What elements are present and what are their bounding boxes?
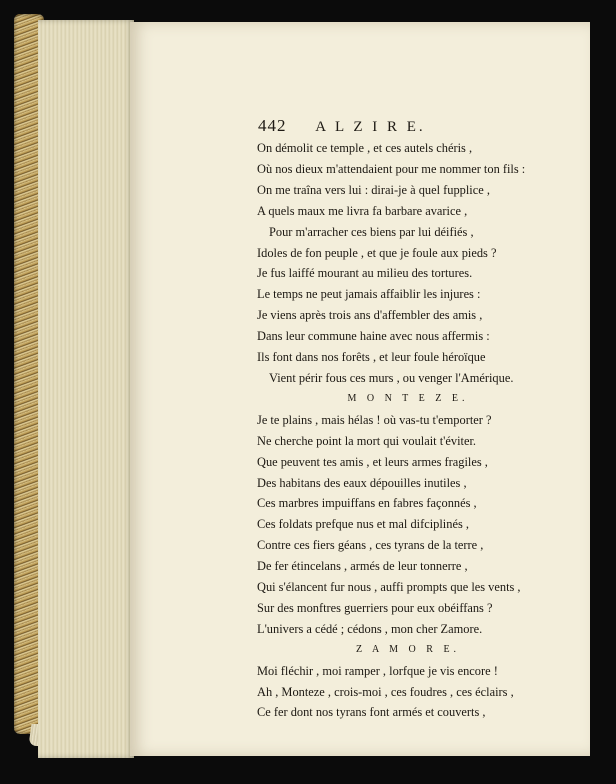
verse-line: On me traîna vers lui : dirai-je à quel fupplice , (257, 182, 490, 197)
stacked-page-edges (38, 20, 134, 758)
verse-line: Je viens après trois ans d'affembler des amis , (257, 308, 483, 323)
verse-stanza-3 (257, 661, 539, 724)
verse-line: Que peuvent tes amis , et leurs armes fragiles , (257, 454, 488, 469)
verse-line: Idoles de fon peuple , et que je foule aux pieds ? (257, 245, 497, 260)
verse-line: Des habitans des eaux dépouilles inutiles , (257, 475, 467, 490)
verse-line: Contre ces fiers géans , ces tyrans de la terre , (257, 538, 484, 553)
verse-line: Dans leur commune haine avec nous affermis : (257, 329, 490, 344)
verse-line: Le temps ne peut jamais affaiblir les injures : (257, 287, 481, 302)
verse-line: Ils font dans nos forêts , et leur foule héroïque (257, 350, 486, 365)
verse-text (257, 138, 539, 723)
page-number: 442 (258, 116, 287, 135)
verse-line: Ces marbres impuiffans en fabres façonnés , (257, 496, 477, 511)
verse-line: De fer étincelans , armés de leur tonnerre , (257, 559, 468, 574)
verse-line: Ces foldats prefque nus et mal difciplinés , (257, 517, 469, 532)
verse-stanza-2 (257, 410, 539, 640)
verse-line: Qui s'élancent fur nous , auffi prompts que les vents , (257, 580, 521, 595)
verse-line: L'univers a cédé ; cédons , mon cher Zamore. (257, 621, 483, 636)
verse-line: A quels maux me livra fa barbare avarice , (257, 203, 468, 218)
verse-stanza-1 (257, 138, 539, 389)
verse-line: Sur des monftres guerriers pour eux obéiffans ? (257, 600, 493, 615)
verse-line: Ah , Monteze , crois-moi , ces foudres , ces éclairs , (257, 684, 514, 699)
verse-line: Moi fléchir , moi ramper , lorfque je vis encore ! (257, 663, 498, 678)
running-head (258, 116, 426, 136)
verse-line: On démolit ce temple , et ces autels chéris , (257, 141, 473, 155)
verse-line: Vient périr fous ces murs , ou venger l'Amérique. (269, 370, 514, 385)
running-title: A L Z I R E. (315, 119, 426, 135)
speaker-zamore: Z A M O R E. (355, 643, 461, 655)
verse-line: Pour m'arracher ces biens par lui déifiés , (269, 224, 474, 239)
verse-line: Où nos dieux m'attendaient pour me nommer ton fils : (257, 161, 526, 176)
verse-line: Ce fer dont nos tyrans font armés et couverts , (257, 705, 486, 720)
speaker-monteze: M O N T E Z E. (347, 392, 469, 404)
verse-line: Ne cherche point la mort qui voulait t'éviter. (257, 433, 477, 448)
verse-line: Je te plains , mais hélas ! où vas-tu t'emporter ? (257, 412, 492, 427)
verse-line: Je fus laiffé mourant au milieu des tortures. (257, 266, 473, 281)
